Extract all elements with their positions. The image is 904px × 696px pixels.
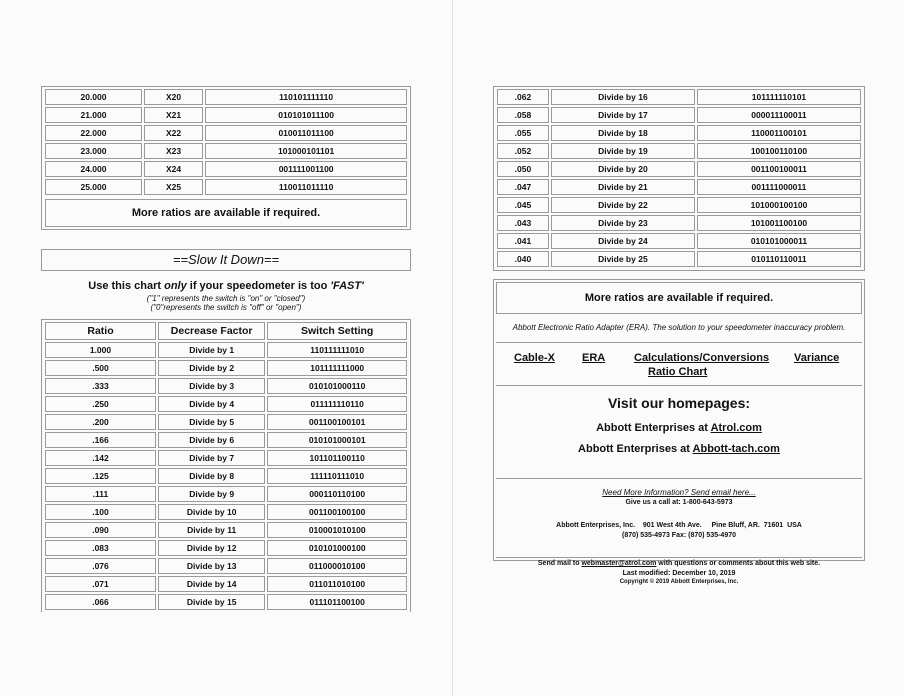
era-description: Abbott Electronic Ratio Adapter (ERA). The solution to your speedometer inaccuracy problem. xyxy=(512,323,846,332)
right-ratio-table xyxy=(495,87,863,269)
table-row xyxy=(497,161,861,177)
table-row xyxy=(45,486,407,502)
use-chart-line xyxy=(41,280,411,292)
cell-switch: 010101000110 xyxy=(267,378,407,394)
cell-factor: X23 xyxy=(144,143,203,159)
cell-factor: Divide by 18 xyxy=(551,125,695,141)
cell-switch: 001100100011 xyxy=(697,161,861,177)
cell-ratio: 20.000 xyxy=(45,89,142,105)
table-row xyxy=(45,468,407,484)
cell-switch: 000110110100 xyxy=(267,486,407,502)
cell-switch: 001111000011 xyxy=(697,179,861,195)
note-off: ("0"represents the switch is "off" or "open") xyxy=(150,303,302,312)
table-row xyxy=(45,378,407,394)
cell-switch: 110011011110 xyxy=(205,179,407,195)
homepage-abbott-tach xyxy=(494,443,864,455)
cell-switch: 011011010100 xyxy=(267,576,407,592)
use-chart-only: only xyxy=(164,280,187,292)
use-chart-fast: 'FAST' xyxy=(330,280,364,292)
note-on: ("1" represents the switch is "on" or "closed") xyxy=(146,294,306,303)
cell-ratio: .047 xyxy=(497,179,549,195)
calculations-link[interactable]: Calculations/Conversions xyxy=(634,352,770,364)
cell-ratio: .062 xyxy=(497,89,549,105)
cell-ratio: .040 xyxy=(497,251,549,267)
cell-factor: X22 xyxy=(144,125,203,141)
cell-switch: 101101100110 xyxy=(267,450,407,466)
table-row xyxy=(45,576,407,592)
homepage-abbott-tach-prefix: Abbott Enterprises at xyxy=(578,443,693,455)
visit-homepages: Visit our homepages: xyxy=(607,395,751,411)
company-phones: (870) 535-4973 Fax: (870) 535-4970 xyxy=(621,532,737,539)
ratio-chart-link[interactable]: Ratio Chart xyxy=(648,366,708,378)
variance-link[interactable]: Variance xyxy=(794,352,840,364)
cell-factor: Divide by 3 xyxy=(158,378,265,394)
email-info-link[interactable]: Need More Information? Send email here... xyxy=(602,488,756,497)
cell-factor: Divide by 22 xyxy=(551,197,695,213)
cell-ratio: .043 xyxy=(497,215,549,231)
cell-factor: Divide by 10 xyxy=(158,504,265,520)
page-fold xyxy=(452,0,453,696)
cell-switch: 010001010100 xyxy=(267,522,407,538)
cell-factor: Divide by 13 xyxy=(158,558,265,574)
cell-factor: Divide by 9 xyxy=(158,486,265,502)
era-link[interactable]: ERA xyxy=(582,352,606,364)
cell-factor: Divide by 20 xyxy=(551,161,695,177)
table-row xyxy=(45,432,407,448)
cell-switch: 010101000100 xyxy=(267,540,407,556)
table-row xyxy=(45,342,407,358)
footer-last-modified: Last modified: December 10, 2019 xyxy=(622,570,736,577)
cell-ratio: .058 xyxy=(497,107,549,123)
cell-factor: Divide by 6 xyxy=(158,432,265,448)
table-row xyxy=(45,414,407,430)
table-row xyxy=(45,450,407,466)
cell-switch: 001111001100 xyxy=(205,161,407,177)
cell-factor: Divide by 8 xyxy=(158,468,265,484)
table-row xyxy=(497,143,861,159)
cell-switch: 101000100100 xyxy=(697,197,861,213)
more-ratios-left: More ratios are available if required. xyxy=(45,199,407,227)
cell-factor: Divide by 11 xyxy=(158,522,265,538)
table-row xyxy=(45,558,407,574)
cell-factor: Divide by 17 xyxy=(551,107,695,123)
header-switch-setting: Switch Setting xyxy=(267,322,407,340)
contact-box xyxy=(496,478,862,558)
nav-links xyxy=(496,342,862,386)
cell-switch: 001100100100 xyxy=(267,504,407,520)
table-row xyxy=(497,251,861,267)
webmaster-email-link[interactable]: webmaster@atrol.com xyxy=(581,560,657,567)
footer-send-mail xyxy=(493,560,865,567)
table-row xyxy=(45,504,407,520)
cell-ratio: .041 xyxy=(497,233,549,249)
cell-ratio: 23.000 xyxy=(45,143,142,159)
cell-switch: 010101000011 xyxy=(697,233,861,249)
cell-factor: Divide by 23 xyxy=(551,215,695,231)
cell-switch: 101111110101 xyxy=(697,89,861,105)
cell-switch: 010011011100 xyxy=(205,125,407,141)
cell-factor: Divide by 14 xyxy=(158,576,265,592)
more-ratios-right: More ratios are available if required. xyxy=(496,282,862,314)
cell-ratio: 22.000 xyxy=(45,125,142,141)
table-row xyxy=(45,89,407,105)
cell-factor: Divide by 21 xyxy=(551,179,695,195)
cell-switch: 101001100100 xyxy=(697,215,861,231)
table-row xyxy=(45,143,407,159)
table-row xyxy=(45,522,407,538)
cell-ratio: .142 xyxy=(45,450,156,466)
cell-switch: 111110111010 xyxy=(267,468,407,484)
right-ratio-frame xyxy=(493,86,865,271)
cell-factor: Divide by 4 xyxy=(158,396,265,412)
table-row xyxy=(45,107,407,123)
slow-table-frame xyxy=(41,319,411,612)
table-row xyxy=(497,107,861,123)
homepage-atrol xyxy=(494,422,864,434)
cell-switch: 110001100101 xyxy=(697,125,861,141)
table-row xyxy=(45,594,407,610)
cell-ratio: .090 xyxy=(45,522,156,538)
top-ratio-table xyxy=(43,87,409,197)
cell-factor: Divide by 1 xyxy=(158,342,265,358)
table-row xyxy=(45,125,407,141)
cell-ratio: .071 xyxy=(45,576,156,592)
cell-factor: X24 xyxy=(144,161,203,177)
slow-it-down-title: ==Slow It Down== xyxy=(41,249,411,271)
header-decrease-factor: Decrease Factor xyxy=(158,322,265,340)
table-row xyxy=(497,233,861,249)
cell-ratio: .333 xyxy=(45,378,156,394)
cell-switch: 101111111000 xyxy=(267,360,407,376)
cell-ratio: .200 xyxy=(45,414,156,430)
table-row xyxy=(497,215,861,231)
cell-ratio: .076 xyxy=(45,558,156,574)
cell-factor: Divide by 24 xyxy=(551,233,695,249)
cell-factor: Divide by 5 xyxy=(158,414,265,430)
cell-switch: 011000010100 xyxy=(267,558,407,574)
cell-factor: Divide by 25 xyxy=(551,251,695,267)
phone-line: Give us a call at: 1-800-643-5973 xyxy=(625,499,733,506)
cell-factor: Divide by 15 xyxy=(158,594,265,610)
cell-switch: 010101011100 xyxy=(205,107,407,123)
abbott-tach-link[interactable]: Abbott-tach.com xyxy=(692,443,780,455)
company-address: Abbott Enterprises, Inc. 901 West 4th Ave. Pine Bluff, AR. 71601 USA xyxy=(556,522,802,529)
cell-switch: 011101100100 xyxy=(267,594,407,610)
cell-ratio: 24.000 xyxy=(45,161,142,177)
cell-ratio: .111 xyxy=(45,486,156,502)
cell-switch: 010110110011 xyxy=(697,251,861,267)
cell-switch: 011111110110 xyxy=(267,396,407,412)
cell-ratio: .066 xyxy=(45,594,156,610)
cell-factor: Divide by 7 xyxy=(158,450,265,466)
slow-ratio-table xyxy=(43,320,409,612)
table-row xyxy=(45,540,407,556)
info-panel xyxy=(493,279,865,561)
cell-ratio: 21.000 xyxy=(45,107,142,123)
table-row xyxy=(497,125,861,141)
cell-ratio: .052 xyxy=(497,143,549,159)
cell-factor: X20 xyxy=(144,89,203,105)
cell-ratio: .045 xyxy=(497,197,549,213)
table-row xyxy=(45,179,407,195)
cell-factor: Divide by 19 xyxy=(551,143,695,159)
cable-x-link[interactable]: Cable-X xyxy=(514,352,555,364)
cell-ratio: 25.000 xyxy=(45,179,142,195)
cell-ratio: .125 xyxy=(45,468,156,484)
cell-ratio: .055 xyxy=(497,125,549,141)
cell-switch: 010101000101 xyxy=(267,432,407,448)
cell-factor: X21 xyxy=(144,107,203,123)
cell-ratio: .500 xyxy=(45,360,156,376)
header-ratio: Ratio xyxy=(45,322,156,340)
use-chart-b: if your speedometer is too xyxy=(186,280,331,292)
table-row xyxy=(497,179,861,195)
footer-send-suffix: with questions or comments about this web site. xyxy=(656,560,821,567)
cell-switch: 000011100011 xyxy=(697,107,861,123)
cell-ratio: .166 xyxy=(45,432,156,448)
use-chart-a: Use this chart xyxy=(88,280,165,292)
cell-factor: Divide by 12 xyxy=(158,540,265,556)
cell-ratio: .250 xyxy=(45,396,156,412)
table-row xyxy=(45,360,407,376)
cell-factor: Divide by 2 xyxy=(158,360,265,376)
homepage-atrol-prefix: Abbott Enterprises at xyxy=(596,422,711,434)
atrol-link[interactable]: Atrol.com xyxy=(710,422,762,434)
cell-switch: 001100100101 xyxy=(267,414,407,430)
table-row xyxy=(497,89,861,105)
right-page xyxy=(493,86,865,585)
footer-send-prefix: Send mail to xyxy=(537,560,582,567)
table-row xyxy=(45,161,407,177)
cell-switch: 100100110100 xyxy=(697,143,861,159)
table-row xyxy=(497,197,861,213)
cell-factor: X25 xyxy=(144,179,203,195)
top-ratio-frame xyxy=(41,86,411,230)
cell-ratio: .050 xyxy=(497,161,549,177)
cell-ratio: .100 xyxy=(45,504,156,520)
table-row xyxy=(45,396,407,412)
cell-switch: 110101111110 xyxy=(205,89,407,105)
footer-copyright: Copyright © 2019 Abbott Enterprises, Inc. xyxy=(619,579,739,585)
cell-ratio: 1.000 xyxy=(45,342,156,358)
cell-factor: Divide by 16 xyxy=(551,89,695,105)
left-page xyxy=(41,86,411,607)
cell-switch: 110111111010 xyxy=(267,342,407,358)
cell-ratio: .083 xyxy=(45,540,156,556)
cell-switch: 101000101101 xyxy=(205,143,407,159)
